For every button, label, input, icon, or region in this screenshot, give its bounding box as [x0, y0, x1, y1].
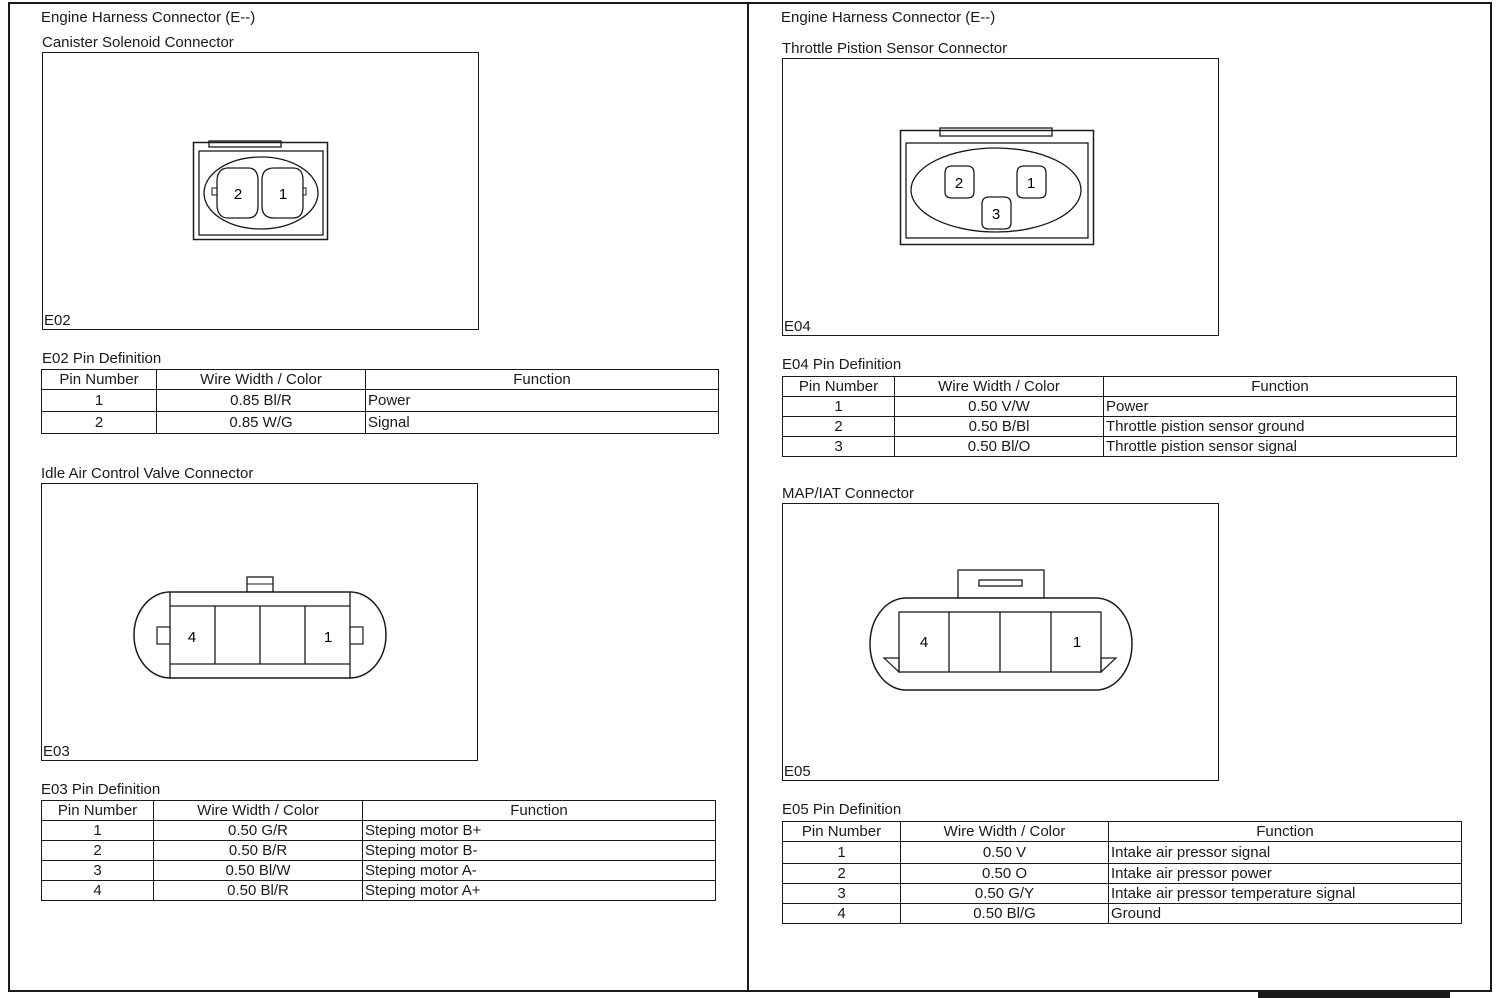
table-row: [42, 881, 716, 901]
table-cell: 0.85 W/G: [157, 412, 366, 434]
table-row: [42, 821, 716, 841]
e05-pin-label: 4: [919, 634, 929, 651]
column-divider: [747, 2, 749, 992]
table-cell: 0.85 Bl/R: [157, 390, 366, 412]
e02-title: Canister Solenoid Connector: [42, 34, 234, 51]
e04-connector-drawing: [897, 126, 1097, 248]
e05-pin-table: [782, 821, 1462, 924]
e05-code: E05: [784, 763, 811, 780]
table-cell: 3: [42, 861, 154, 881]
table-header-row: [783, 377, 1457, 397]
table-cell: 0.50 O: [901, 864, 1109, 884]
column-header: Pin Number: [783, 377, 895, 397]
column-header: Pin Number: [42, 801, 154, 821]
table-row: [783, 904, 1462, 924]
e04-latch: [940, 128, 1052, 136]
table-cell: Steping motor A+: [363, 881, 716, 901]
e05-latch-slot: [979, 580, 1022, 586]
table-cell: 2: [783, 864, 901, 884]
e04-pin-definition-title: E04 Pin Definition: [782, 356, 902, 373]
table-cell: 0.50 Bl/W: [154, 861, 363, 881]
e03-tab-right: [350, 627, 363, 644]
table-cell: 3: [783, 884, 901, 904]
e05-pin-label: 1: [1072, 634, 1082, 651]
e03-title: Idle Air Control Valve Connector: [41, 465, 254, 482]
table-row: [783, 437, 1457, 457]
table-cell: 0.50 B/R: [154, 841, 363, 861]
e04-title: Throttle Pistion Sensor Connector: [782, 40, 1008, 57]
table-row: [42, 412, 719, 434]
e03-code: E03: [43, 743, 70, 760]
table-row: [783, 884, 1462, 904]
column-header: Function: [1104, 377, 1457, 397]
table-header-row: [42, 801, 716, 821]
table-cell: Steping motor A-: [363, 861, 716, 881]
table-cell: 4: [783, 904, 901, 924]
e05-title: MAP/IAT Connector: [782, 485, 914, 502]
table-cell: 1: [783, 842, 901, 864]
table-header-row: [42, 370, 719, 390]
header-right: Engine Harness Connector (E--): [781, 9, 996, 26]
e02-pin-label: 1: [278, 186, 288, 203]
table-cell: 0.50 V/W: [895, 397, 1104, 417]
table-cell: 2: [42, 841, 154, 861]
table-row: [783, 864, 1462, 884]
table-row: [783, 397, 1457, 417]
table-cell: Intake air pressor power: [1109, 864, 1462, 884]
e04-pin-label: 1: [1026, 175, 1036, 192]
table-cell: Signal: [366, 412, 719, 434]
table-cell: Power: [1104, 397, 1457, 417]
table-cell: 0.50 V: [901, 842, 1109, 864]
column-header: Wire Width / Color: [901, 822, 1109, 842]
table-row: [783, 417, 1457, 437]
column-header: Pin Number: [783, 822, 901, 842]
table-cell: 0.50 Bl/G: [901, 904, 1109, 924]
table-cell: Intake air pressor temperature signal: [1109, 884, 1462, 904]
header-left: Engine Harness Connector (E--): [41, 9, 256, 26]
table-cell: Power: [366, 390, 719, 412]
table-row: [783, 842, 1462, 864]
e05-pin-definition-title: E05 Pin Definition: [782, 801, 902, 818]
table-cell: 4: [42, 881, 154, 901]
e03-tab-left: [157, 627, 170, 644]
column-header: Wire Width / Color: [154, 801, 363, 821]
table-cell: 0.50 G/R: [154, 821, 363, 841]
e02-connector-drawing: [190, 140, 332, 242]
table-row: [42, 390, 719, 412]
e04-code: E04: [784, 318, 811, 335]
table-cell: 1: [42, 390, 157, 412]
table-cell: Throttle pistion sensor signal: [1104, 437, 1457, 457]
column-header: Function: [366, 370, 719, 390]
table-row: [42, 861, 716, 881]
e02-pin-definition-title: E02 Pin Definition: [42, 350, 162, 367]
column-header: Function: [363, 801, 716, 821]
table-cell: 3: [783, 437, 895, 457]
table-cell: 2: [783, 417, 895, 437]
e03-pin-definition-title: E03 Pin Definition: [41, 781, 161, 798]
e05-connector-drawing: [872, 568, 1130, 694]
e04-pin-label: 2: [954, 175, 964, 192]
table-cell: 2: [42, 412, 157, 434]
e02-pin-table: [41, 369, 719, 434]
e03-pin-label: 1: [323, 629, 333, 646]
e03-connector-drawing: [130, 574, 390, 686]
e03-pin-table: [41, 800, 716, 901]
table-cell: 0.50 Bl/R: [154, 881, 363, 901]
table-cell: Intake air pressor signal: [1109, 842, 1462, 864]
e02-pin-label: 2: [233, 186, 243, 203]
table-cell: Steping motor B+: [363, 821, 716, 841]
e04-pin-table: [782, 376, 1457, 457]
table-row: [42, 841, 716, 861]
table-header-row: [783, 822, 1462, 842]
column-header: Pin Number: [42, 370, 157, 390]
column-header: Wire Width / Color: [895, 377, 1104, 397]
column-header: Wire Width / Color: [157, 370, 366, 390]
table-cell: Throttle pistion sensor ground: [1104, 417, 1457, 437]
table-cell: 0.50 G/Y: [901, 884, 1109, 904]
table-cell: Ground: [1109, 904, 1462, 924]
e03-pin-label: 4: [187, 629, 197, 646]
table-cell: 0.50 Bl/O: [895, 437, 1104, 457]
table-cell: Steping motor B-: [363, 841, 716, 861]
table-cell: 0.50 B/Bl: [895, 417, 1104, 437]
e05-latch: [958, 570, 1044, 598]
column-header: Function: [1109, 822, 1462, 842]
e04-pin-label: 3: [991, 206, 1001, 223]
table-cell: 1: [42, 821, 154, 841]
table-cell: 1: [783, 397, 895, 417]
corner-mark: [1258, 992, 1450, 998]
e02-code: E02: [44, 312, 71, 329]
